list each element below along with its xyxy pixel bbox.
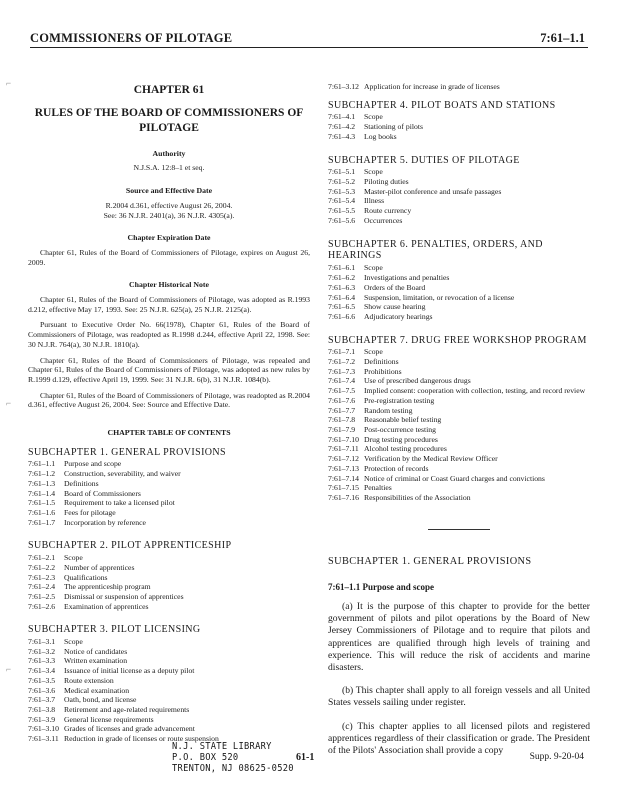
toc-entry[interactable]: 7:61–3.8 Retirement and age-related requirements (28, 704, 190, 714)
toc-entry[interactable]: 7:61–5.6 Occurrences (328, 215, 403, 225)
section-divider (428, 529, 490, 530)
source-line-1: R.2004 d.361, effective August 26, 2004. (105, 200, 233, 210)
toc-subchapter-title: SUBCHAPTER 5. DUTIES OF PILOTAGE (328, 154, 520, 166)
supplement-date: Supp. 9-20-04 (529, 752, 584, 762)
toc-list-sub1 (28, 459, 310, 527)
toc-entry[interactable]: 7:61–6.4 Suspension, limitation, or revocation of a license (328, 292, 515, 302)
body-paragraph: (c) This chapter applies to all licensed pilots and registered apprentices regardless of their classification or grade. The President of the Pilots' Association shall provide a copy (328, 720, 590, 757)
toc-entry[interactable]: 7:61–7.2 Definitions (328, 357, 399, 367)
source-line-2: See: 36 N.J.R. 2401(a), 36 N.J.R. 4305(a). (103, 210, 235, 220)
toc-entry[interactable]: 7:61–6.1 Scope (328, 263, 383, 273)
toc-list-sub3 (28, 637, 310, 744)
toc-entry[interactable]: 7:61–5.1 Scope (328, 167, 383, 177)
toc-entry[interactable]: 7:61–3.11 Reduction in grade of licenses or route suspension (28, 734, 219, 744)
toc-subchapter-title: SUBCHAPTER 7. DRUG FREE WORKSHOP PROGRAM (328, 334, 587, 346)
toc-entry[interactable]: 7:61–4.1 Scope (328, 112, 383, 122)
toc-list-sub5 (328, 167, 590, 225)
toc-entry[interactable]: 7:61–7.4 Use of prescribed dangerous drugs (328, 376, 471, 386)
running-header-section: 7:61–1.1 (540, 31, 585, 45)
toc-entry[interactable]: 7:61–3.10 Grades of licenses and grade advancement (28, 724, 195, 734)
body-paragraph: (a) It is the purpose of this chapter to provide for the better government of pilots and pilot operations by the Board of New Jersey Commissioners of Pilotage and to require that pilots and apprentices are qualified through high levels of training and experience. This will reduce the risk of accidents and marine disasters. (328, 601, 590, 674)
toc-entry[interactable]: 7:61–3.6 Medical examination (28, 685, 130, 695)
toc-entry[interactable]: 7:61–7.15 Penalties (328, 483, 392, 493)
toc-entry[interactable]: 7:61–4.3 Log books (328, 131, 397, 141)
toc-heading: CHAPTER TABLE OF CONTENTS (107, 428, 231, 438)
body-subchapter-title: SUBCHAPTER 1. GENERAL PROVISIONS (328, 555, 532, 567)
toc-entry[interactable]: 7:61–2.5 Dismissal or suspension of apprentices (28, 591, 184, 601)
toc-subchapter-title: SUBCHAPTER 2. PILOT APPRENTICESHIP (28, 540, 232, 552)
right-column (328, 58, 590, 768)
chapter-title: RULES OF THE BOARD OF COMMISSIONERS OF PILOTAGE (34, 106, 304, 134)
toc-entry[interactable]: 7:61–1.1 Purpose and scope (28, 459, 122, 469)
toc-entry[interactable]: 7:61–1.5 Requirement to take a licensed pilot (28, 498, 175, 508)
toc-entry[interactable]: 7:61–4.2 Stationing of pilots (328, 122, 423, 132)
toc-entry[interactable]: 7:61–5.2 Piloting duties (328, 176, 409, 186)
expiration-heading: Chapter Expiration Date (127, 233, 211, 243)
toc-entry[interactable]: 7:61–7.5 Implied consent: cooperation with collection, testing, and record review (328, 386, 586, 396)
toc-list-sub7 (328, 347, 590, 502)
toc-entry[interactable]: 7:61–7.7 Random testing (328, 405, 413, 415)
toc-entry[interactable]: 7:61–2.4 The apprenticeship program (28, 582, 151, 592)
toc-entry[interactable]: 7:61–7.9 Post-occurrence testing (328, 424, 436, 434)
running-header-title: COMMISSIONERS OF PILOTAGE (30, 31, 233, 45)
toc-entry[interactable]: 7:61–3.2 Notice of candidates (28, 646, 128, 656)
toc-entry[interactable]: 7:61–1.7 Incorporation by reference (28, 517, 146, 527)
toc-entry[interactable]: 7:61–3.9 General license requirements (28, 714, 154, 724)
toc-list-sub4 (328, 112, 590, 141)
body-paragraph: (b) This chapter shall apply to all foreign vessels and all United States vessels sailing under register. (328, 685, 590, 709)
history-paragraph: Chapter 61, Rules of the Board of Commissioners of Pilotage, was adopted as R.1993 d.212, effective May 17, 1993. See: 25 N.J.R. 625(a), 25 N.J.R. 2125(a). (28, 295, 310, 314)
toc-entry[interactable]: 7:61–3.3 Written examination (28, 656, 128, 666)
toc-entry[interactable]: 7:61–3.4 Issuance of initial license as a deputy pilot (28, 666, 195, 676)
toc-subchapter-title: SUBCHAPTER 4. PILOT BOATS AND STATIONS (328, 99, 556, 111)
source-heading: Source and Effective Date (125, 186, 213, 196)
toc-entry[interactable]: 7:61–3.1 Scope (28, 637, 83, 647)
toc-entry[interactable]: 7:61–3.5 Route extension (28, 675, 114, 685)
binding-mark: ⌐ (6, 664, 12, 674)
binding-mark: ⌐ (6, 78, 12, 88)
history-paragraph: Chapter 61, Rules of the Board of Commissioners of Pilotage, was repealed and Chapter 61, Rules of the Board of Commissioners of Pilotage, was adopted as new rules by R.1999 d.129, effective April 19, 1999. See: 31 N.J.R. 6(b), 31 N.J.R. 1084(b). (28, 355, 310, 384)
chapter-number: CHAPTER 61 (133, 84, 205, 96)
toc-entry[interactable]: 7:61–1.2 Construction, severability, and waiver (28, 469, 181, 479)
toc-entry[interactable]: 7:61–1.6 Fees for pilotage (28, 507, 116, 517)
toc-list-sub2 (28, 553, 310, 611)
toc-subchapter-title: SUBCHAPTER 3. PILOT LICENSING (28, 624, 201, 636)
toc-entry[interactable]: 7:61–5.3 Master-pilot conference and unsafe passages (328, 186, 502, 196)
toc-entry[interactable]: 7:61–5.5 Route currency (328, 206, 412, 216)
section-heading: 7:61–1.1 Purpose and scope (328, 582, 435, 593)
toc-entry[interactable]: 7:61–7.1 Scope (328, 347, 383, 357)
toc-entry[interactable]: 7:61–7.3 Prohibitions (328, 366, 402, 376)
toc-entry[interactable]: 7:61–7.10 Drug testing procedures (328, 434, 438, 444)
toc-entry[interactable]: 7:61–1.3 Definitions (28, 478, 99, 488)
toc-list-sub6 (328, 263, 590, 321)
toc-entry[interactable]: 7:61–3.12 Application for increase in grade of licenses (328, 82, 500, 91)
toc-entry[interactable]: 7:61–7.6 Pre-registration testing (328, 395, 435, 405)
toc-entry[interactable]: 7:61–2.3 Qualifications (28, 572, 108, 582)
header-rule (30, 47, 588, 48)
page-number: 61-1 (296, 752, 315, 763)
history-paragraph: Chapter 61, Rules of the Board of Commissioners of Pilotage, was readopted as R.2004 d.361, effective August 26, 2004. See: Source and Effective Date. (28, 390, 310, 410)
toc-entry[interactable]: 7:61–6.3 Orders of the Board (328, 282, 426, 292)
authority-heading: Authority (152, 148, 186, 158)
expiration-text: Chapter 61, Rules of the Board of Commissioners of Pilotage, expires on August 26, 2009. (28, 247, 310, 267)
toc-entry[interactable]: 7:61–7.13 Protection of records (328, 463, 429, 473)
toc-entry[interactable]: 7:61–6.6 Adjudicatory hearings (328, 311, 433, 321)
toc-entry[interactable]: 7:61–5.4 Illness (328, 196, 385, 206)
library-stamp: N.J. STATE LIBRARY P.O. BOX 520 TRENTON, NJ 08625-0520 (172, 741, 294, 774)
history-paragraph: Pursuant to Executive Order No. 66(1978), Chapter 61, Rules of the Board of Commissioners of Pilotage, was readopted as R.1998 d.244, effective April 22, 1998. See: 30 N.J.R. 764(a), 30 N.J.R. 1810(a). (28, 320, 310, 349)
toc-entry[interactable]: 7:61–7.16 Responsibilities of the Association (328, 492, 471, 502)
toc-entry[interactable]: 7:61–7.11 Alcohol testing procedures (328, 444, 447, 454)
toc-entry[interactable]: 7:61–2.6 Examination of apprentices (28, 601, 149, 611)
authority-text: N.J.S.A. 12:8–1 et seq. (133, 163, 205, 173)
history-heading: Chapter Historical Note (129, 280, 209, 290)
toc-entry[interactable]: 7:61–2.2 Number of apprentices (28, 562, 135, 572)
toc-entry[interactable]: 7:61–7.14 Notice of criminal or Coast Guard charges and convictions (328, 473, 545, 483)
toc-entry[interactable]: 7:61–7.12 Verification by the Medical Review Officer (328, 454, 498, 464)
binding-mark: ⌐ (6, 398, 12, 408)
toc-subchapter-title: SUBCHAPTER 6. PENALTIES, ORDERS, AND HEARINGS (328, 239, 543, 262)
toc-entry[interactable]: 7:61–3.7 Oath, bond, and license (28, 695, 137, 705)
toc-subchapter-title: SUBCHAPTER 1. GENERAL PROVISIONS (28, 446, 227, 458)
toc-entry[interactable]: 7:61–6.5 Show cause hearing (328, 302, 426, 312)
toc-entry[interactable]: 7:61–1.4 Board of Commissioners (28, 488, 141, 498)
toc-entry[interactable]: 7:61–7.8 Reasonable belief testing (328, 415, 442, 425)
left-column (28, 58, 310, 744)
toc-entry[interactable]: 7:61–2.1 Scope (28, 553, 83, 563)
toc-entry[interactable]: 7:61–6.2 Investigations and penalties (328, 273, 450, 283)
